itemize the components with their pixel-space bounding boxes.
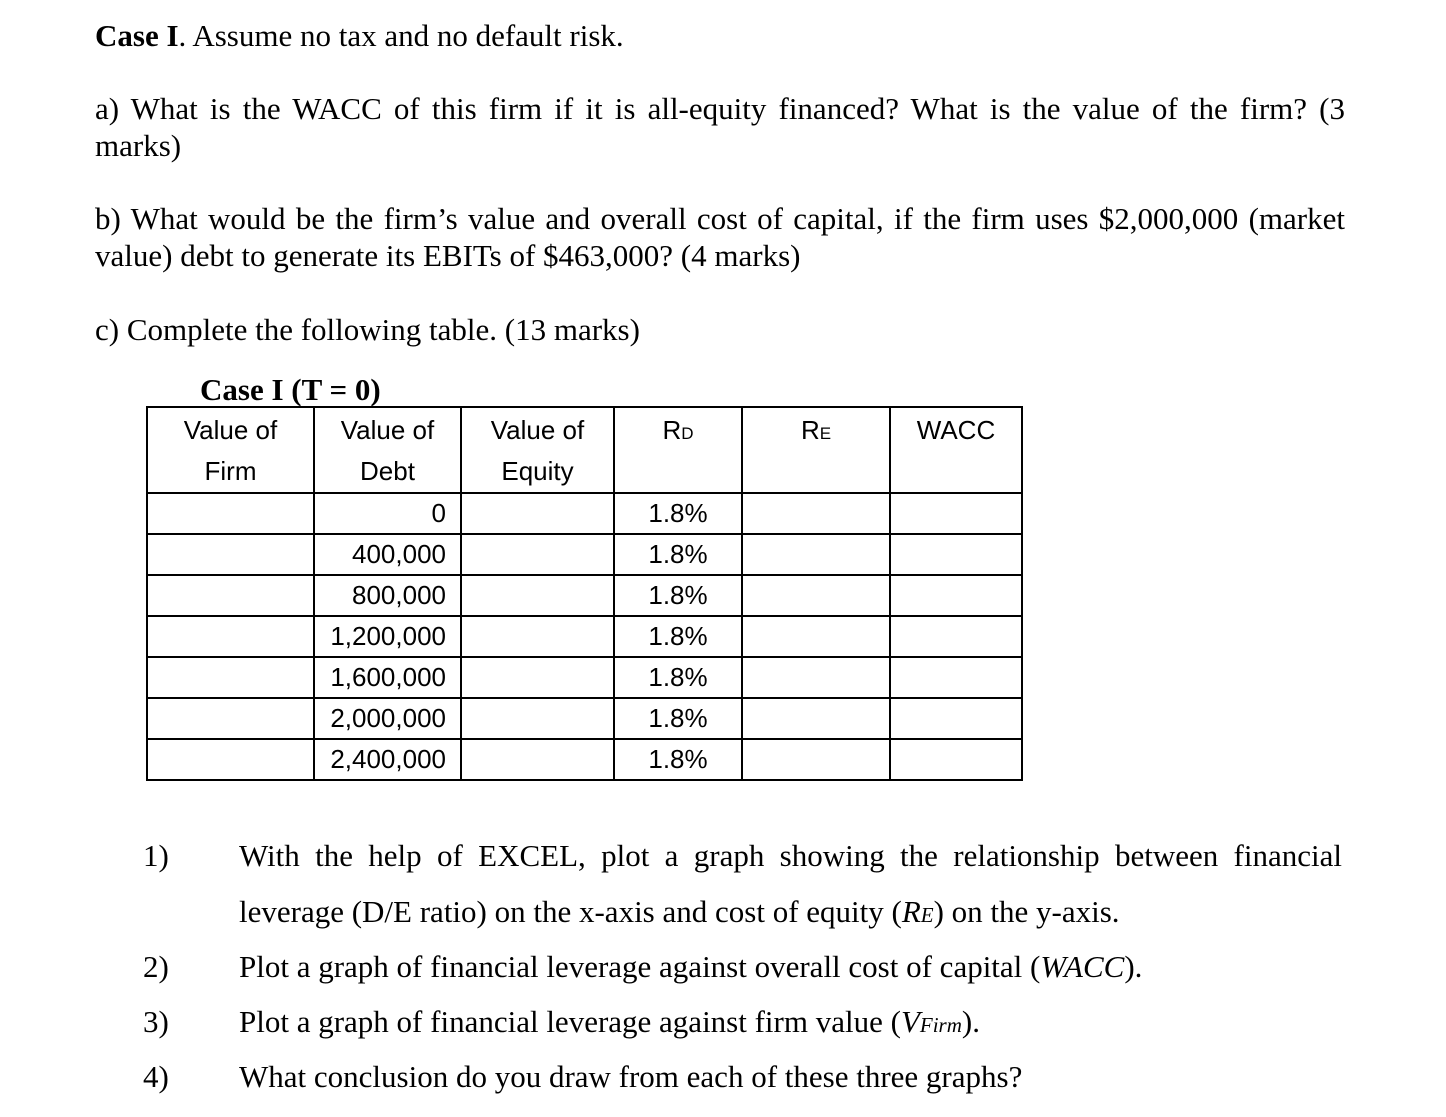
case-heading [95, 18, 624, 54]
v-subscript: Firm [919, 1013, 962, 1037]
header-text: R [800, 415, 820, 445]
table-row [147, 534, 1022, 575]
header-subscript: D [681, 424, 694, 443]
cell-debt: 400,000 [314, 534, 461, 575]
cell-rd: 1.8% [614, 616, 742, 657]
item-text-part: ). [1124, 949, 1143, 984]
header-text: Firm [204, 456, 257, 486]
question-b: b) What would be the firm’s value and overall cost of capital, if the firm uses $2,000,000 (market value) debt to generate its EBITs of $463,000? (4 marks) [95, 201, 1345, 273]
cell-rd: 1.8% [614, 657, 742, 698]
cell-wacc[interactable] [890, 698, 1022, 739]
cell-debt: 0 [314, 493, 461, 534]
cell-rd: 1.8% [614, 493, 742, 534]
cell-wacc[interactable] [890, 493, 1022, 534]
wacc-symbol: WACC [1040, 949, 1125, 984]
cell-re[interactable] [742, 575, 890, 616]
case-label: Case I [95, 18, 179, 53]
cell-re[interactable] [742, 698, 890, 739]
cell-debt: 1,600,000 [314, 657, 461, 698]
cell-firm-value[interactable] [147, 739, 314, 780]
re-symbol: R [901, 894, 921, 929]
cell-wacc[interactable] [890, 616, 1022, 657]
header-text: Value of [490, 415, 585, 445]
header-value-of-equity [461, 407, 614, 493]
item-text-part: Plot a graph of financial leverage against overall cost of capital ( [239, 949, 1041, 984]
cell-equity[interactable] [461, 616, 614, 657]
case-assumption: . Assume no tax and no default risk. [178, 18, 624, 53]
cell-equity[interactable] [461, 739, 614, 780]
cell-wacc[interactable] [890, 534, 1022, 575]
cell-re[interactable] [742, 657, 890, 698]
cell-rd: 1.8% [614, 534, 742, 575]
item-text-part: ). [961, 1004, 980, 1039]
cell-re[interactable] [742, 739, 890, 780]
re-subscript: E [920, 903, 934, 927]
cell-rd: 1.8% [614, 575, 742, 616]
header-text: Equity [501, 456, 574, 486]
cell-equity[interactable] [461, 657, 614, 698]
item-text [239, 1004, 1342, 1040]
cell-firm-value[interactable] [147, 657, 314, 698]
cell-debt: 2,400,000 [314, 739, 461, 780]
cell-wacc[interactable] [890, 575, 1022, 616]
cell-firm-value[interactable] [147, 493, 314, 534]
header-text: Value of [183, 415, 278, 445]
cell-re[interactable] [742, 534, 890, 575]
header-re [742, 407, 890, 493]
table-row [147, 493, 1022, 534]
header-wacc: WACC [890, 407, 1022, 493]
cell-rd: 1.8% [614, 739, 742, 780]
table-row [147, 575, 1022, 616]
cell-firm-value[interactable] [147, 575, 314, 616]
cell-equity[interactable] [461, 534, 614, 575]
v-symbol: V [900, 1004, 920, 1039]
cell-wacc[interactable] [890, 739, 1022, 780]
cell-re[interactable] [742, 493, 890, 534]
task-item-4 [0, 1059, 1446, 1115]
cell-equity[interactable] [461, 493, 614, 534]
item-number: 2) [143, 949, 169, 984]
cell-firm-value[interactable] [147, 616, 314, 657]
cell-rd: 1.8% [614, 698, 742, 739]
cell-equity[interactable] [461, 575, 614, 616]
item-text: ) on the y-axis. [933, 894, 1120, 929]
item-text: leverage (D/E ratio) on the x-axis and cost of equity ( [239, 894, 902, 929]
task-item-1 [0, 838, 1446, 894]
header-text: R [662, 415, 682, 445]
item-number: 4) [143, 1059, 169, 1094]
header-subscript: E [819, 424, 832, 443]
question-a: a) What is the WACC of this firm if it is all-equity financed? What is the value of the firm? (3 marks) [95, 91, 1345, 163]
header-rd [614, 407, 742, 493]
cell-re[interactable] [742, 616, 890, 657]
cell-debt: 2,000,000 [314, 698, 461, 739]
cell-equity[interactable] [461, 698, 614, 739]
question-c: c) Complete the following table. (13 marks) [95, 312, 640, 347]
item-text: With the help of EXCEL, plot a graph showing the relationship between financial [239, 838, 1342, 873]
table-row [147, 698, 1022, 739]
table-row [147, 739, 1022, 780]
task-item-3 [0, 1004, 1446, 1060]
answer-table [146, 406, 1023, 781]
item-text: What conclusion do you draw from each of these three graphs? [239, 1059, 1023, 1094]
task-item-2 [0, 949, 1446, 1005]
task-item-1-continued [239, 894, 1120, 930]
table-caption: Case I (T = 0) [200, 372, 381, 407]
cell-debt: 800,000 [314, 575, 461, 616]
cell-firm-value[interactable] [147, 534, 314, 575]
cell-firm-value[interactable] [147, 698, 314, 739]
header-value-of-firm [147, 407, 314, 493]
table-row [147, 616, 1022, 657]
header-text: Debt [360, 456, 415, 486]
header-text: Value of [340, 415, 435, 445]
table-header-row [147, 407, 1022, 493]
item-number: 1) [143, 838, 169, 873]
cell-wacc[interactable] [890, 657, 1022, 698]
item-text-part: Plot a graph of financial leverage against firm value ( [239, 1004, 901, 1039]
item-text [239, 949, 1342, 985]
item-number: 3) [143, 1004, 169, 1039]
header-value-of-debt [314, 407, 461, 493]
cell-debt: 1,200,000 [314, 616, 461, 657]
table-row [147, 657, 1022, 698]
